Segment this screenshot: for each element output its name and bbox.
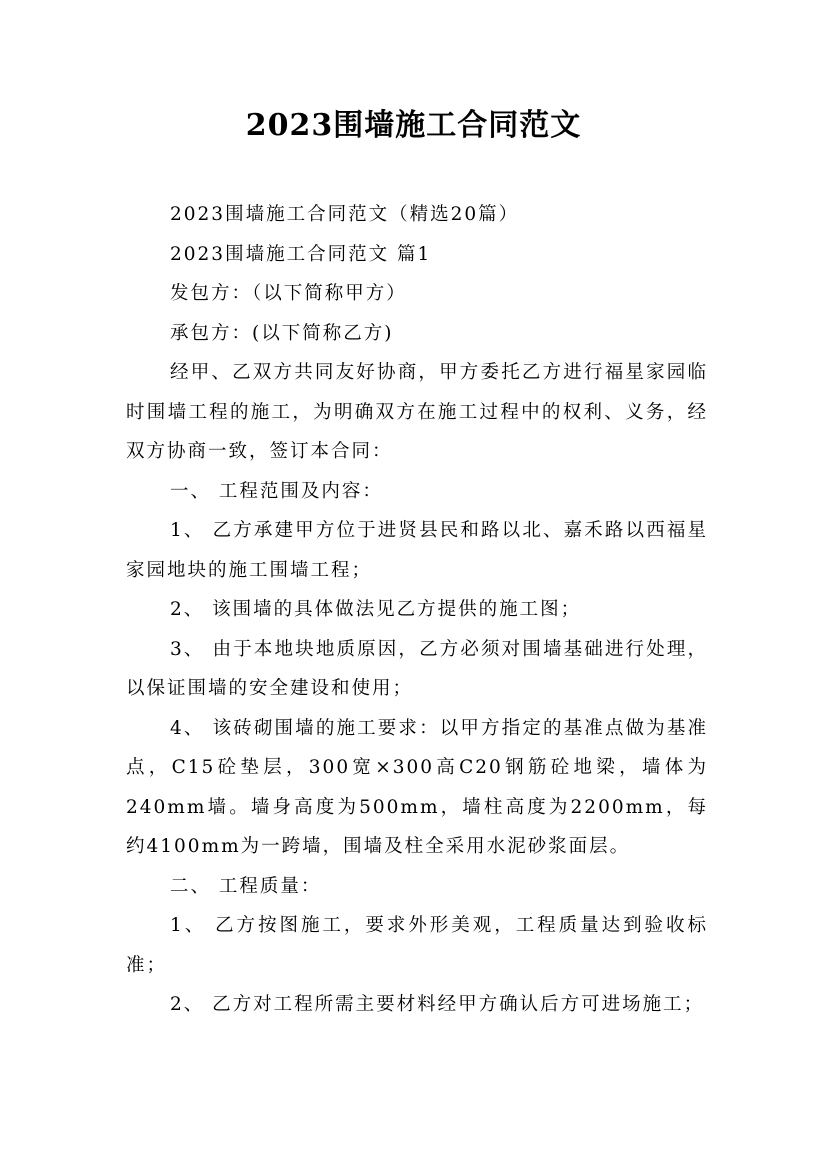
- paragraph: 经甲、乙双方共同友好协商，甲方委托乙方进行福星家园临时围墙工程的施工，为明确双方在施工过程中的权利、义务，经双方协商一致，签订本合同：: [126, 362, 708, 462]
- document-body: [126, 195, 708, 1025]
- paragraph: 二、 工程质量：: [170, 875, 322, 897]
- paragraph: 一、 工程范围及内容：: [170, 480, 383, 502]
- paragraph: 1、 乙方按图施工，要求外形美观，工程质量达到验收标准；: [126, 915, 708, 976]
- paragraph: 2023围墙施工合同范文 篇1: [170, 243, 432, 265]
- paragraph: 4、 该砖砌围墙的施工要求：以甲方指定的基准点做为基准点，C15砼垫层，300宽×300高C20钢筋砼地梁，墙体为240mm墙。墙身高度为500mm，墙柱高度为2200mm，每约4100mm为一跨墙，围墙及柱全采用水泥砂浆面层。: [126, 717, 708, 857]
- paragraph: 2023围墙施工合同范文（精选20篇）: [170, 204, 520, 225]
- paragraph: 发包方：（以下简称甲方）: [170, 283, 407, 304]
- paragraph: 1、 乙方承建甲方位于进贤县民和路以北、嘉禾路以西福星家园地块的施工围墙工程；: [126, 520, 708, 581]
- paragraph: 3、 由于本地块地质原因，乙方必须对围墙基础进行处理，以保证围墙的安全建设和使用；: [126, 638, 708, 699]
- paragraph: 2、 该围墙的具体做法见乙方提供的施工图；: [170, 599, 582, 620]
- paragraph: 2、 乙方对工程所需主要材料经甲方确认后方可进场施工；: [170, 994, 705, 1015]
- document-title: 2023围墙施工合同范文: [245, 108, 582, 143]
- paragraph: 承包方：(以下简称乙方): [170, 322, 394, 344]
